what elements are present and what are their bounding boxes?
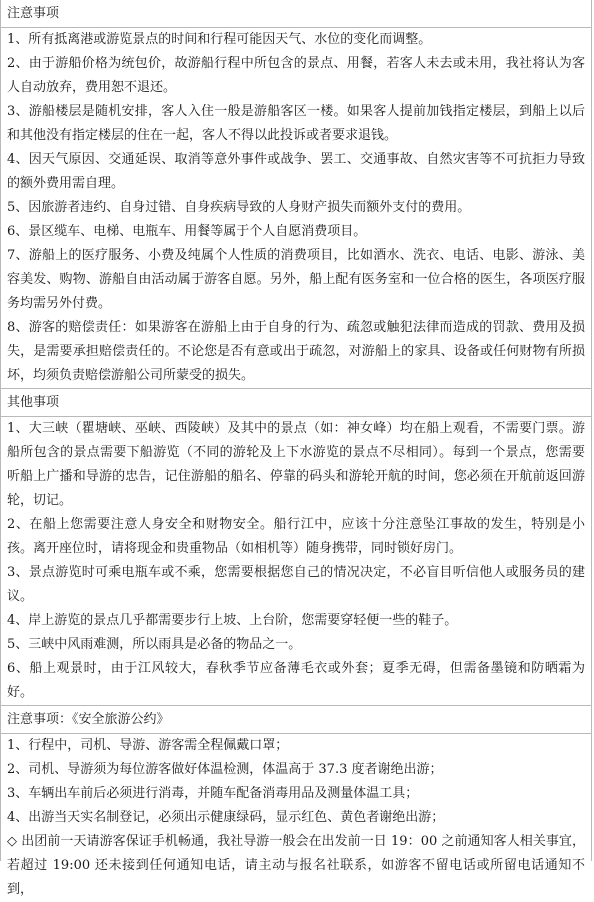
list-item: 3、游船楼层是随机安排，客人入住一般是游船客区一楼。如果客人提前加钱指定楼层，到船上以后和其他没有指定楼层的住在一起，客人不得以此投诉或者要求退钱。 <box>7 104 585 143</box>
section-body-other <box>1 417 591 705</box>
list-item: 8、游客的赔偿责任：如果游客在游船上由于自身的行为、疏忽或触犯法律而造成的罚款、费用及损失，是需要承担赔偿责任的。不论您是否有意或出于疏忽，对游船上的家具、设备或任何财物有所损坏，均须负责赔偿游船公司所蒙受的损失。 <box>7 320 585 383</box>
list-item: 4、岸上游览的景点几乎都需要步行上坡、上台阶，您需要穿轻便一些的鞋子。 <box>7 613 458 628</box>
section-body-notes <box>1 28 591 388</box>
list-item: 1、行程中，司机、导游、游客需全程佩戴口罩； <box>7 738 289 753</box>
section-body-safety-pact <box>1 734 591 902</box>
section-header-safety-pact: 注意事项：《安全旅游公约》 <box>1 705 591 734</box>
list-item: 5、三峡中风雨难测，所以雨具是必备的物品之一。 <box>7 637 302 652</box>
list-item: 1、所有抵离港或游览景点的时间和行程可能因天气、水位的变化而调整。 <box>7 32 432 47</box>
list-item: 6、船上观景时，由于江风较大，春秋季节应备薄毛衣或外套；夏季无碍，但需备墨镜和防晒霜为好。 <box>7 661 585 700</box>
list-item: 5、因旅游者违约、自身过错、自身疾病导致的人身财产损失而额外支付的费用。 <box>7 200 471 215</box>
list-item: 3、车辆出车前后必须进行消毒，并随车配备消毒用品及测量体温工具； <box>7 786 419 801</box>
list-item: 6、景区缆车、电梯、电瓶车、用餐等属于个人自愿消费项目。 <box>7 224 367 239</box>
list-item: 4、因天气原因、交通延误、取消等意外事件或战争、罢工、交通事故、自然灾害等不可抗拒力导致的额外费用需自理。 <box>7 152 585 191</box>
list-item: 2、由于游船价格为统包价，故游船行程中所包含的景点、用餐，若客人未去或未用，我社将认为客人自动放弃，费用恕不退还。 <box>7 56 585 95</box>
list-item: 2、在船上您需要注意人身安全和财物安全。船行江中，应该十分注意坠江事故的发生，特别是小孩。离开座位时，请将现金和贵重物品（如相机等）随身携带，同时锁好房门。 <box>7 517 585 556</box>
list-item: 4、出游当天实名制登记，必须出示健康绿码，显示红色、黄色者谢绝出游； <box>7 810 445 825</box>
list-item: 7、游船上的医疗服务、小费及纯属个人性质的消费项目，比如酒水、洗衣、电话、电影、游泳、美容美发、购物、游船自由活动属于游客自愿。另外，船上配有医务室和一位合格的医生，各项医疗服务均需另外付费。 <box>7 248 585 311</box>
list-item: 3、景点游览时可乘电瓶车或不乘，您需要根据您自己的情况决定，不必盲目听信他人或服务员的建议。 <box>7 565 585 604</box>
list-item: 1、大三峡（瞿塘峡、巫峡、西陵峡）及其中的景点（如：神女峰）均在船上观看，不需要门票。游船所包含的景点需要下船游览（不同的游轮及上下水游览的景点不尽相同）。每到一个景点，您需要听船上广播和导游的忠告，记住游船的船名、停靠的码头和游轮开航的时间，您必须在开航前返回游轮，切记。 <box>7 421 585 508</box>
section-header-notes: 注意事项 <box>1 0 591 28</box>
section-header-other: 其他事项 <box>1 388 591 417</box>
list-item: ◇ 出团前一天请游客保证手机畅通，我社导游一般会在出发前一日 19：00 之前通知客人相关事宜，若超过 19:00 还未接到任何通知电话，请主动与报名社联系，如游客不留电话或所留电话通知不到， <box>7 834 585 897</box>
list-item: 2、司机、导游须为每位游客做好体温检测，体温高于 37.3 度者谢绝出游； <box>7 762 443 777</box>
